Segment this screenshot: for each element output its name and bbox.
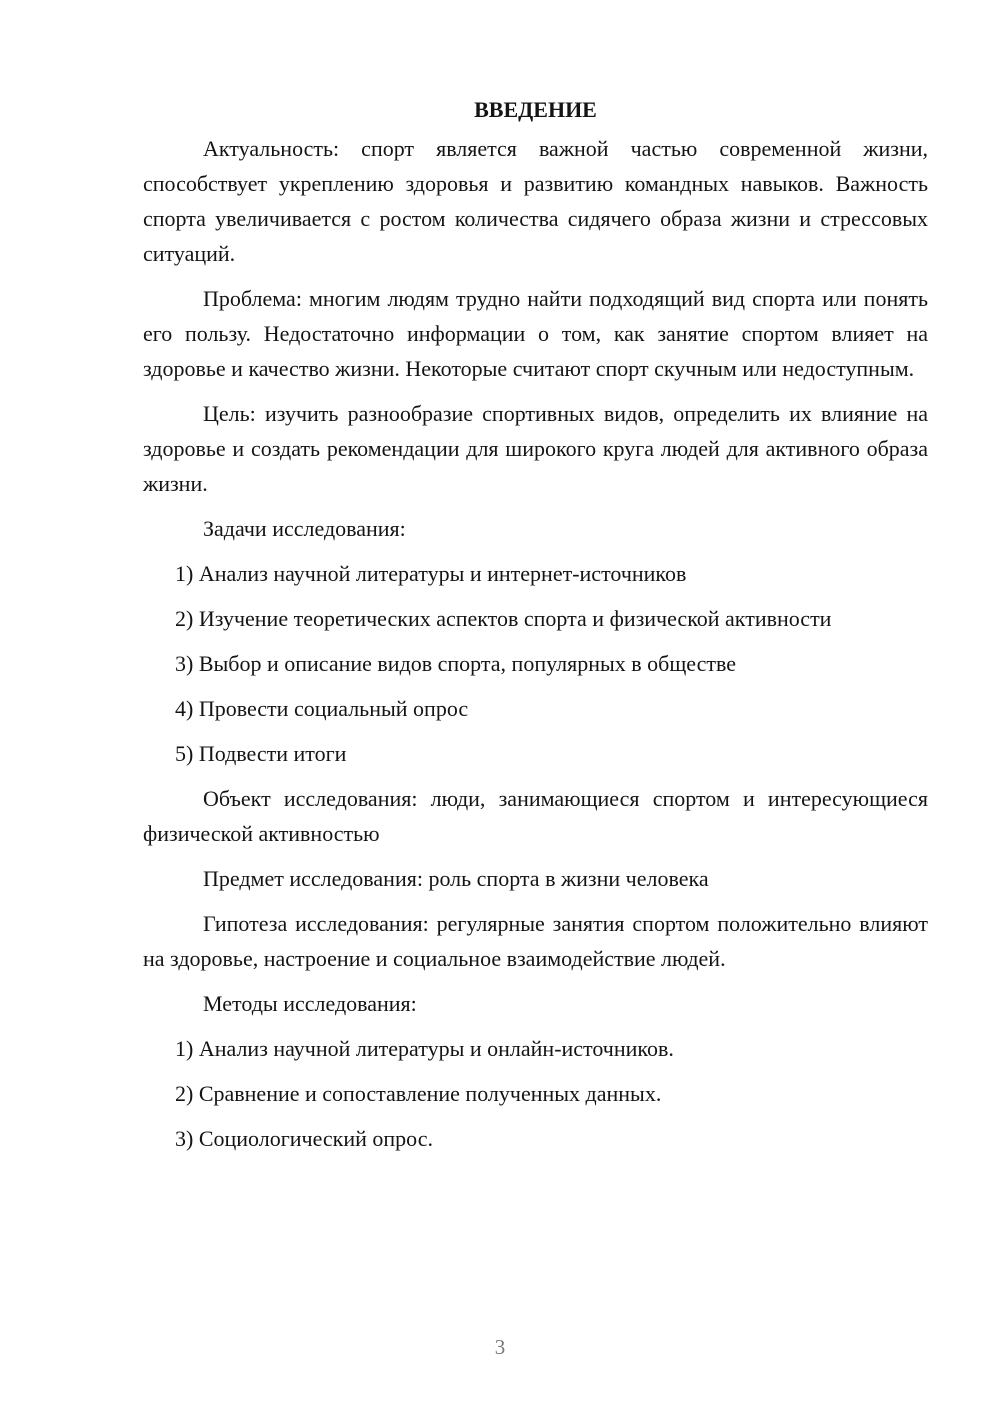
problem-paragraph: Проблема: многим людям трудно найти подходящий вид спорта или понять его пользу. Недостаточно информации о том, как занятие спортом влияет на здоровье и качество жизни. Некоторые считают спорт скучным или недоступным. xyxy=(143,286,928,381)
method-item: 2) Сравнение и сопоставление полученных данных. xyxy=(175,1081,662,1106)
page-number: 3 xyxy=(494,1335,506,1359)
method-item: 3) Социологический опрос. xyxy=(175,1126,433,1151)
task-item: 3) Выбор и описание видов спорта, популярных в обществе xyxy=(175,651,737,676)
page-content xyxy=(143,92,928,1166)
task-item: 2) Изучение теоретических аспектов спорта и физической активности xyxy=(175,606,832,631)
object-paragraph: Объект исследования: люди, занимающиеся спортом и интересующиеся физической активностью xyxy=(143,786,928,846)
methods-heading: Методы исследования: xyxy=(203,991,417,1016)
methods-list xyxy=(143,1031,928,1156)
subject-paragraph: Предмет исследования: роль спорта в жизни человека xyxy=(203,866,709,891)
method-item: 1) Анализ научной литературы и онлайн-источников. xyxy=(175,1036,674,1061)
tasks-heading: Задачи исследования: xyxy=(203,516,406,541)
section-title: ВВЕДЕНИЕ xyxy=(474,97,597,122)
relevance-paragraph: Актуальность: спорт является важной частью современной жизни, способствует укреплению здоровья и развитию командных навыков. Важность спорта увеличивается с ростом количества сидячего образа жизни и стрессовых ситуаций. xyxy=(143,136,928,266)
task-item: 1) Анализ научной литературы и интернет-источников xyxy=(175,561,687,586)
task-item: 5) Подвести итоги xyxy=(175,741,347,766)
task-item: 4) Провести социальный опрос xyxy=(175,696,469,721)
hypothesis-paragraph: Гипотеза исследования: регулярные занятия спортом положительно влияют на здоровье, настроение и социальное взаимодействие людей. xyxy=(143,911,928,971)
tasks-list xyxy=(143,556,928,771)
goal-paragraph: Цель: изучить разнообразие спортивных видов, определить их влияние на здоровье и создать рекомендации для широкого круга людей для активного образа жизни. xyxy=(143,401,928,496)
